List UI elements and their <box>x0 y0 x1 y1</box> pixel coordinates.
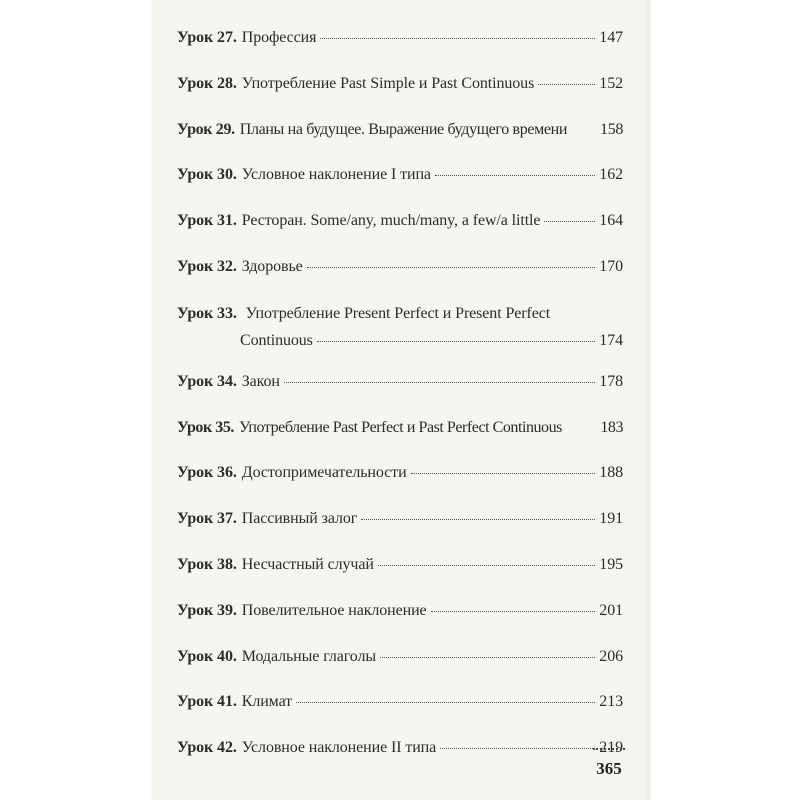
lesson-number: Урок 35. <box>177 418 234 436</box>
lesson-number: Урок 28. <box>177 74 237 92</box>
toc-entry-27 <box>177 29 623 75</box>
lesson-title: Повелительное наклонение <box>241 601 427 619</box>
page-number: 178 <box>599 372 623 390</box>
toc-entry-36 <box>177 464 623 510</box>
page-number: 170 <box>599 257 623 275</box>
page-number: 188 <box>599 464 623 482</box>
entry-first-line <box>177 304 623 324</box>
toc-entry-40 <box>177 648 623 694</box>
dot-leader <box>361 519 595 520</box>
lesson-title: Употребление Past Perfect и Past Perfect Continuous <box>238 418 562 436</box>
lesson-number: Урок 38. <box>177 555 237 573</box>
toc-entry-32 <box>177 258 623 304</box>
lesson-number: Урок 30. <box>177 166 237 184</box>
page-number: 147 <box>599 29 623 46</box>
toc-entry-30 <box>177 166 623 212</box>
page-number: 183 <box>600 418 623 436</box>
entry-second-line <box>177 331 623 351</box>
folio-number: 365 <box>596 759 622 778</box>
lesson-number: Урок 39. <box>177 601 237 619</box>
lesson-title: Климат <box>241 693 293 711</box>
lesson-number: Урок 27. <box>177 29 237 46</box>
dot-leader <box>411 473 596 474</box>
lesson-title: Профессия <box>241 29 317 46</box>
lesson-title: Несчастный случай <box>241 555 374 573</box>
dot-leader <box>538 84 595 85</box>
page-folio <box>591 748 627 779</box>
lesson-title: Употребление Present Perfect и Present Perfect <box>245 304 551 322</box>
lesson-number: Урок 34. <box>177 372 237 390</box>
page-number: 174 <box>599 331 623 349</box>
lesson-title: Ресторан. Some/any, much/many, a few/a little <box>241 212 541 230</box>
dot-leader <box>296 702 595 703</box>
toc-entry-41 <box>177 693 623 739</box>
folio-ornament <box>593 748 625 756</box>
toc-entry-34 <box>177 373 623 419</box>
page-number: 164 <box>599 212 623 230</box>
lesson-number: Урок 36. <box>177 464 237 482</box>
toc-entry-37 <box>177 510 623 556</box>
page-number: 162 <box>599 166 623 184</box>
dot-leader <box>544 221 595 222</box>
lesson-title: Употребление Past Simple и Past Continuous <box>241 74 535 92</box>
page-number: 213 <box>599 693 623 711</box>
table-of-contents <box>177 29 623 785</box>
lesson-title: Модальные глаголы <box>241 647 377 665</box>
toc-entry-42 <box>177 739 623 785</box>
lesson-number: Урок 32. <box>177 257 237 275</box>
dot-leader <box>435 175 595 176</box>
dot-leader <box>431 611 596 612</box>
lesson-number: Урок 33. <box>177 304 237 322</box>
lesson-title-continued: Continuous <box>240 331 313 349</box>
dot-leader <box>317 341 596 342</box>
lesson-number: Урок 37. <box>177 510 237 528</box>
toc-entry-31 <box>177 212 623 258</box>
dot-leader <box>378 565 595 566</box>
lesson-number: Урок 40. <box>177 647 237 665</box>
lesson-number: Урок 41. <box>177 693 237 711</box>
page-number: 152 <box>599 74 623 92</box>
dot-leader <box>380 657 595 658</box>
toc-entry-29 <box>177 121 623 167</box>
lesson-title: Планы на будущее. Выражение будущего времени <box>239 120 568 138</box>
dot-leader <box>440 748 595 749</box>
lesson-title: Здоровье <box>241 257 303 275</box>
lesson-number: Урок 29. <box>177 120 235 138</box>
dot-leader <box>284 382 595 383</box>
toc-entry-28 <box>177 75 623 121</box>
page-number: 191 <box>599 510 623 528</box>
page-number: 219 <box>599 739 623 757</box>
lesson-title: Условное наклонение II типа <box>241 739 437 757</box>
lesson-title: Закон <box>241 372 280 390</box>
toc-entry-39 <box>177 602 623 648</box>
page-number: 206 <box>599 647 623 665</box>
toc-entry-38 <box>177 556 623 602</box>
page-number: 158 <box>600 120 623 138</box>
toc-entry-33 <box>177 304 623 351</box>
page-number: 195 <box>599 555 623 573</box>
toc-entry-35 <box>177 419 623 465</box>
lesson-number: Урок 31. <box>177 212 237 230</box>
lesson-number: Урок 42. <box>177 739 237 757</box>
page-number: 201 <box>599 601 623 619</box>
lesson-title: Пассивный залог <box>241 510 358 528</box>
dot-leader <box>320 38 595 39</box>
lesson-title: Достопримечательности <box>241 464 407 482</box>
dot-leader <box>307 267 596 268</box>
lesson-title: Условное наклонение I типа <box>241 166 431 184</box>
